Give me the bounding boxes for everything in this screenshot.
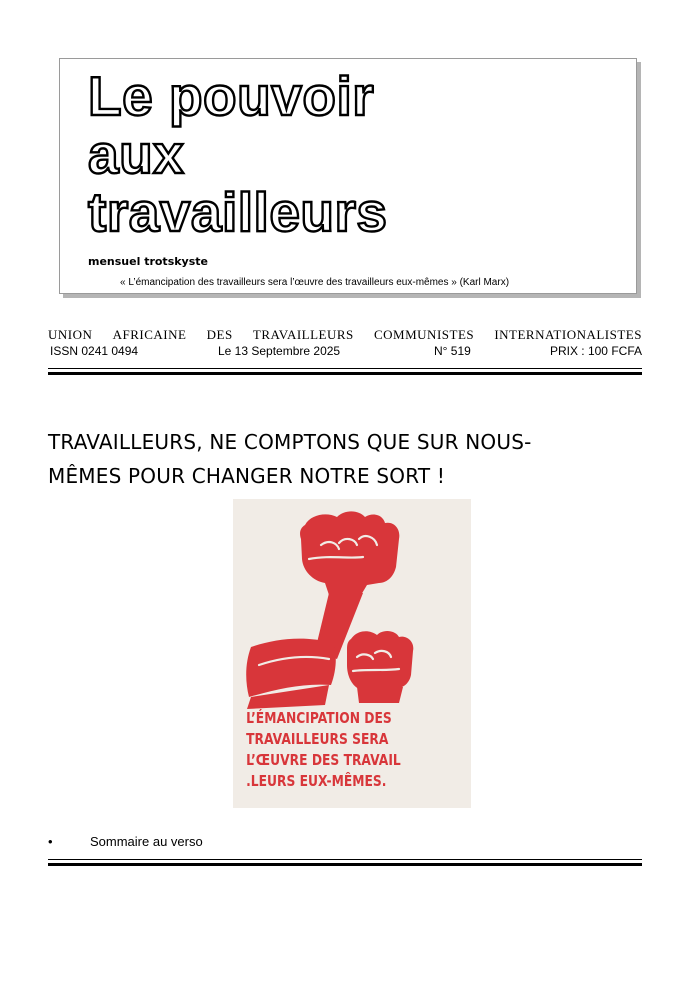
masthead-subtitle: mensuel trotskyste	[88, 255, 208, 268]
org-word: AFRICAINE	[112, 327, 187, 342]
issue-meta	[48, 344, 642, 358]
header-divider-thick	[48, 372, 642, 375]
issue-number: N° 519	[434, 344, 471, 358]
headline-line-1: TRAVAILLEURS, NE COMPTONS QUE SUR NOUS-	[48, 430, 532, 454]
poster-line-2: TRAVAILLEURS SERA	[246, 730, 389, 748]
title-line-2: aux	[88, 123, 185, 185]
footer-divider-thin	[48, 859, 642, 860]
issue-price: PRIX : 100 FCFA	[549, 344, 642, 358]
title-line-3: travailleurs	[88, 181, 388, 243]
main-headline	[48, 425, 642, 493]
poster-slogan	[233, 708, 428, 792]
header-divider-thin	[48, 368, 642, 369]
org-word: TRAVAILLEURS	[252, 327, 354, 342]
poster-line-3: L’ŒUVRE DES TRAVAIL	[246, 751, 401, 769]
issue-date: Le 13 Septembre 2025	[218, 344, 341, 358]
masthead-quote: « L’émancipation des travailleurs sera l’œuvre des travailleurs eux-mêmes » (Karl Marx)	[120, 277, 510, 288]
org-word: COMMUNISTES	[373, 327, 475, 342]
toc-label: Sommaire au verso	[90, 834, 203, 849]
poster-line-1: L’ÉMANCIPATION DES	[246, 709, 392, 727]
headline-line-2: MÊMES POUR CHANGER NOTRE SORT !	[48, 464, 446, 488]
organization-name	[48, 327, 642, 343]
masthead-title	[88, 67, 388, 241]
poster-image	[233, 499, 471, 808]
footer-divider-thick	[48, 863, 642, 866]
poster-line-4: .LEURS EUX-MÊMES.	[246, 772, 387, 790]
masthead-box	[59, 58, 637, 294]
org-word: UNION	[48, 327, 93, 342]
org-word: DES	[206, 327, 233, 342]
title-line-1: Le pouvoir	[88, 65, 375, 127]
bullet-icon: •	[48, 834, 53, 849]
org-word: INTERNATIONALISTES	[494, 327, 642, 342]
issn: ISSN 0241 0494	[50, 344, 139, 358]
